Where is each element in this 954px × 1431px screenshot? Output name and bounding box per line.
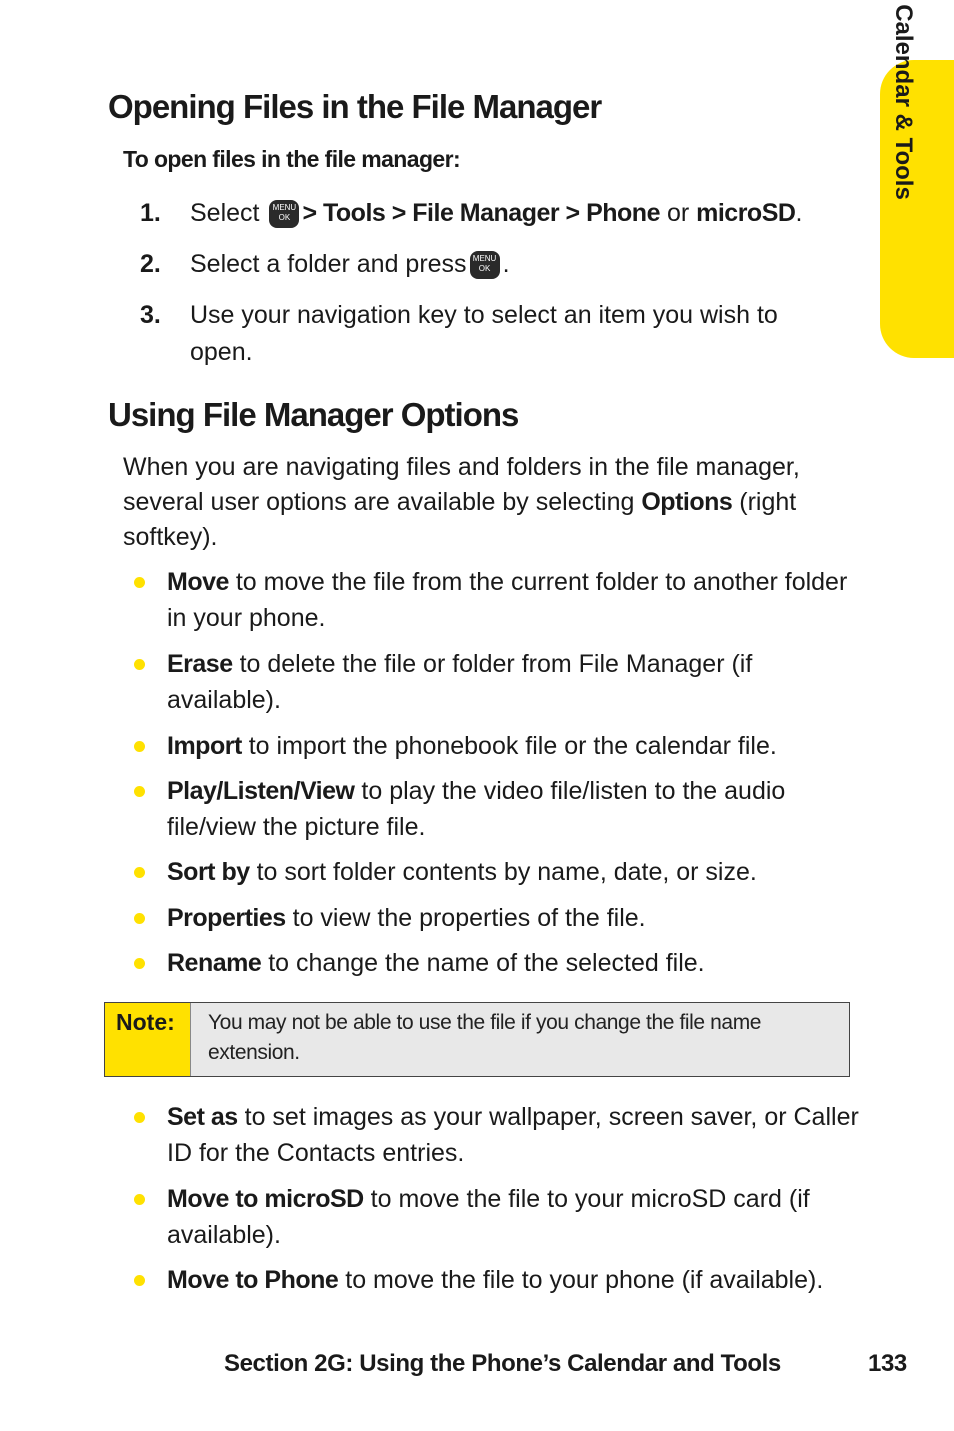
bullet-icon [134,659,145,670]
bullet-icon [134,1112,145,1123]
bullet-icon [134,577,145,588]
bullet-icon [134,786,145,797]
bullet-icon [134,958,145,969]
step-number: 1. [140,199,161,227]
step-text: Select [190,199,260,227]
step-text: Select a folder and press [190,250,467,278]
menu-path: > Tools > File Manager > Phone [302,199,660,227]
bullet-icon [134,741,145,752]
bullet-icon [134,867,145,878]
step-number: 2. [140,250,161,278]
subheading-open-files: To open files in the file manager: [123,146,460,172]
note-text: You may not be able to use the file if you change the file name extension. [208,1011,762,1064]
menu-ok-key-icon: MENU OK [470,251,500,279]
bullet-icon [134,1194,145,1205]
note-label: Note: [105,1003,191,1076]
heading-file-manager-options: Using File Manager Options [108,396,519,433]
page-number: 133 [868,1350,907,1377]
footer-section-title: Section 2G: Using the Phone’s Calendar and Tools [224,1350,781,1377]
note-box [104,1002,850,1077]
bullet-icon [134,913,145,924]
intro-paragraph: When you are navigating files and folders in the file manager, several user options are available by selecting Options (right softkey). [123,453,800,551]
section-side-tab: Calendar & Tools [880,60,954,358]
menu-ok-key-icon: MENU OK [269,200,299,228]
menu-path-alt: microSD [696,199,796,227]
step-text: Use your navigation key to select an item you wish to open. [190,301,778,366]
bullet-icon [134,1275,145,1286]
heading-opening-files: Opening Files in the File Manager [108,88,602,125]
step-number: 3. [140,301,161,329]
